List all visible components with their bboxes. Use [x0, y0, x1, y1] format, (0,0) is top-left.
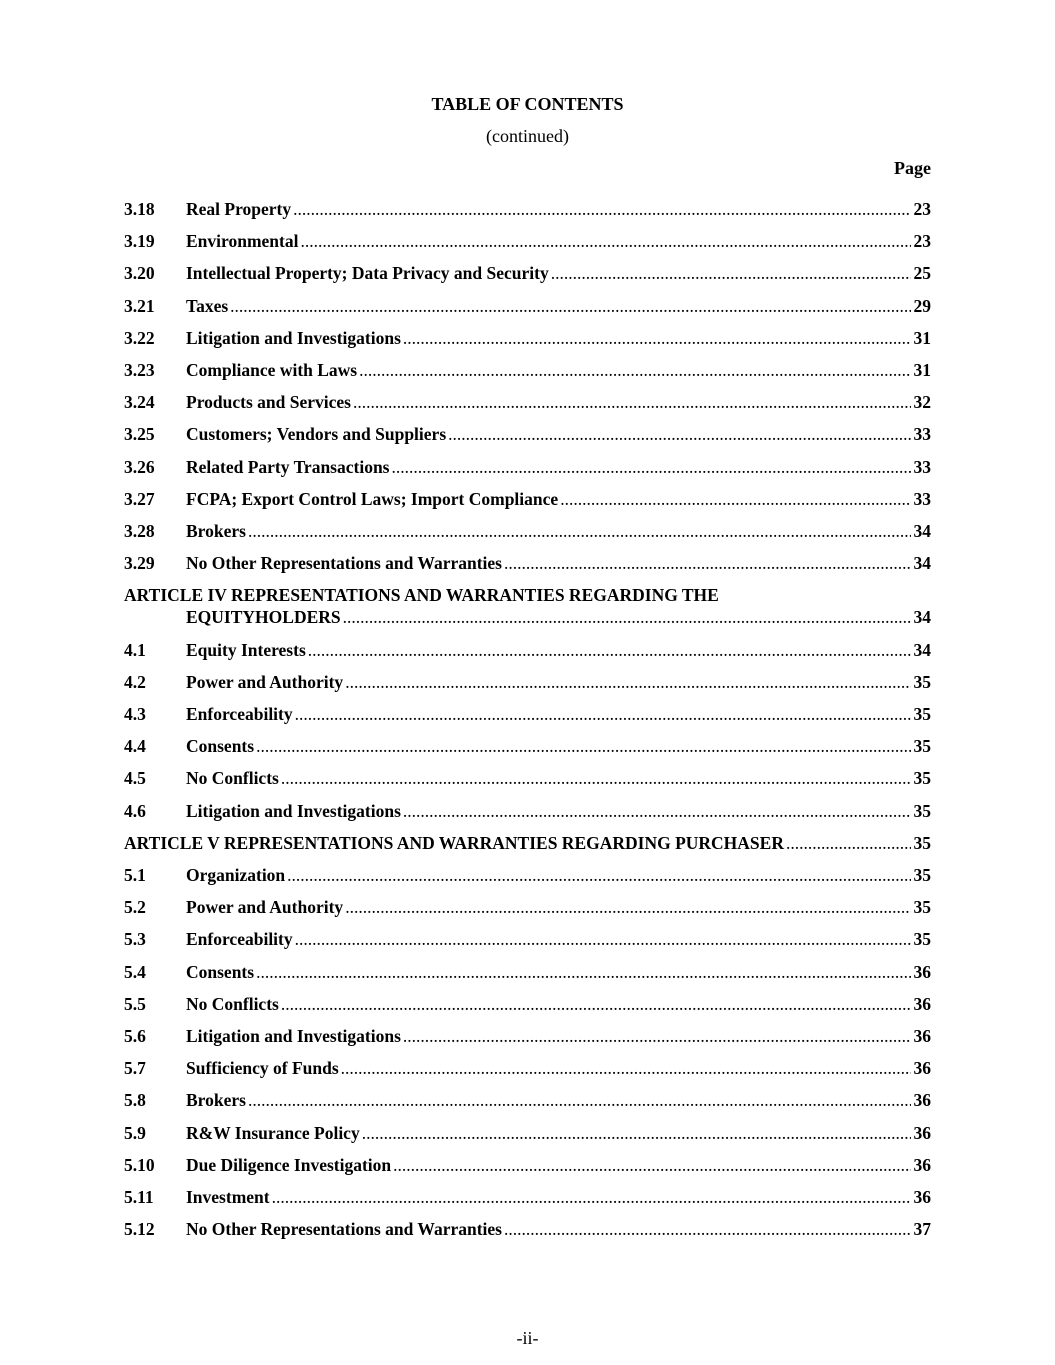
dot-leader: [341, 1057, 911, 1079]
toc-leader-line: [186, 520, 931, 542]
toc-entry-number: 3.18: [124, 199, 155, 219]
toc-entry-title: No Conflicts: [186, 994, 279, 1014]
toc-entry-s3-1[interactable]: [124, 230, 931, 252]
toc-entry-page: 33: [913, 489, 931, 509]
toc-leader-line: [186, 1218, 931, 1240]
toc-leader-line: [186, 230, 931, 252]
dot-leader: [300, 230, 910, 252]
toc-leader-line: [186, 864, 931, 886]
page-subtitle: (continued): [486, 126, 569, 146]
toc-entry-page: 34: [913, 521, 931, 541]
toc-entry-body: [186, 1218, 931, 1240]
toc-entry-page: 35: [913, 833, 931, 853]
toc-entry-body: [186, 327, 931, 349]
toc-entry-title: Organization: [186, 865, 286, 885]
toc-entry-s5-10[interactable]: [124, 1186, 931, 1208]
toc-entry-title: Sufficiency of Funds: [186, 1058, 339, 1078]
toc-entry-s5-3[interactable]: [124, 961, 931, 983]
toc-leader-line: [186, 1186, 931, 1208]
toc-entry-title: Litigation and Investigations: [186, 328, 401, 348]
toc-entry-s4-0[interactable]: [124, 639, 931, 661]
toc-entry-s5-11[interactable]: [124, 1218, 931, 1240]
toc-entry-s3-0[interactable]: [124, 198, 931, 220]
toc-entry-s4-5[interactable]: [124, 800, 931, 822]
toc-entry-number: 4.2: [124, 672, 146, 692]
dot-leader: [403, 327, 911, 349]
toc-leader-line: [186, 552, 931, 574]
toc-entry-page: 35: [913, 704, 931, 724]
toc-entry-title: No Conflicts: [186, 768, 279, 788]
dot-leader: [359, 359, 910, 381]
toc-entry-body: [186, 262, 931, 284]
toc-entry-title: No Other Representations and Warranties: [186, 1219, 502, 1239]
toc-entry-number: 4.5: [124, 768, 146, 788]
toc-entry-number: 5.5: [124, 994, 146, 1014]
toc-entry-number: 3.23: [124, 360, 155, 380]
toc-entry-s3-3[interactable]: [124, 295, 931, 317]
toc-entry-s4-4[interactable]: [124, 767, 931, 789]
toc-entry-s3-11[interactable]: [124, 552, 931, 574]
toc-entry-number: 5.2: [124, 897, 146, 917]
dot-leader: [272, 1186, 911, 1208]
toc-entry-page: 36: [913, 1026, 931, 1046]
toc-entry-title: Brokers: [186, 1090, 246, 1110]
toc-entry-page: 36: [913, 1058, 931, 1078]
dot-leader: [295, 703, 911, 725]
toc-entry-body: [186, 359, 931, 381]
dot-leader: [504, 552, 911, 574]
toc-entry-number: 5.11: [124, 1187, 154, 1207]
toc-entry-body: [186, 1122, 931, 1144]
toc-entry-page: 33: [913, 457, 931, 477]
toc-entry-body: [186, 230, 931, 252]
dot-leader: [345, 671, 910, 693]
toc-entry-body: [186, 1057, 931, 1079]
toc-entry-page: 36: [913, 1090, 931, 1110]
toc-leader-line: [186, 896, 931, 918]
toc-entry-page: 35: [913, 929, 931, 949]
toc-entry-s3-8[interactable]: [124, 456, 931, 478]
toc-entry-number: 3.20: [124, 263, 155, 283]
dot-leader: [504, 1218, 911, 1240]
toc-entry-body: [186, 735, 931, 757]
toc-entry-s3-5[interactable]: [124, 359, 931, 381]
toc-entry-s3-10[interactable]: [124, 520, 931, 542]
toc-entry-page: 35: [913, 736, 931, 756]
toc-leader-line: [186, 767, 931, 789]
toc-entry-body: [186, 391, 931, 413]
toc-entry-body: [186, 1154, 931, 1176]
toc-entry-page: 35: [913, 672, 931, 692]
dot-leader: [293, 198, 910, 220]
toc-entry-s3-6[interactable]: [124, 391, 931, 413]
toc-entry-s5-0[interactable]: [124, 864, 931, 886]
toc-entry-s5-9[interactable]: [124, 1154, 931, 1176]
toc-entry-number: 3.24: [124, 392, 155, 412]
toc-entry-number: 4.3: [124, 704, 146, 724]
dot-leader: [551, 262, 911, 284]
toc-leader-line: [186, 295, 931, 317]
toc-leader-line: [186, 928, 931, 950]
toc-entry-number: 4.1: [124, 640, 146, 660]
toc-entry-body: [186, 767, 931, 789]
toc-entry-body: [186, 552, 931, 574]
toc-entry-title: Related Party Transactions: [186, 457, 390, 477]
toc-entry-title: R&W Insurance Policy: [186, 1123, 360, 1143]
toc-entry-title: Power and Authority: [186, 672, 344, 692]
toc-leader-line: [186, 735, 931, 757]
toc-entry-number: 5.7: [124, 1058, 146, 1078]
toc-entry-title: Enforceability: [186, 929, 293, 949]
toc-entry-body: [186, 639, 931, 661]
dot-leader: [343, 606, 911, 628]
dot-leader: [287, 864, 910, 886]
toc-entry-page: 33: [913, 424, 931, 444]
toc-entry-body: [186, 864, 931, 886]
toc-entry-title: Intellectual Property; Data Privacy and Security: [186, 263, 549, 283]
toc-entry-title: Brokers: [186, 521, 246, 541]
toc-entry-body: [186, 896, 931, 918]
toc-entry-number: 3.27: [124, 489, 155, 509]
toc-entry-page: 34: [913, 640, 931, 660]
toc-entry-number: 5.3: [124, 929, 146, 949]
toc-entry-s4-1[interactable]: [124, 671, 931, 693]
toc-entry-body: [186, 1025, 931, 1047]
dot-leader: [392, 456, 911, 478]
toc-entry-number: 5.1: [124, 865, 146, 885]
toc-leader-line: [186, 423, 931, 445]
article-title: ARTICLE V REPRESENTATIONS AND WARRANTIES REGARDING PURCHASER: [124, 833, 784, 853]
toc-entry-body: [186, 993, 931, 1015]
toc-entry-page: 36: [913, 1123, 931, 1143]
toc-entry-title: Real Property: [186, 199, 292, 219]
dot-leader: [281, 767, 911, 789]
dot-leader: [786, 832, 911, 854]
page-number: -ii-: [516, 1328, 539, 1348]
toc-entry-page: 37: [913, 1219, 931, 1239]
toc-entry-page: 29: [913, 296, 931, 316]
toc-leader-line: [186, 359, 931, 381]
toc-entry-page: 23: [913, 231, 931, 251]
toc-entry-number: 3.28: [124, 521, 155, 541]
toc-entry-title: No Other Representations and Warranties: [186, 553, 502, 573]
toc-entry-number: 5.9: [124, 1123, 146, 1143]
toc-leader-line: [186, 1122, 931, 1144]
toc-leader-line: [186, 1025, 931, 1047]
toc-entry-number: 5.10: [124, 1155, 155, 1175]
toc-entry-title: FCPA; Export Control Laws; Import Compliance: [186, 489, 559, 509]
toc-entry-page: 32: [913, 392, 931, 412]
article-title: EQUITYHOLDERS: [186, 607, 341, 627]
toc-entry-title: Litigation and Investigations: [186, 1026, 401, 1046]
toc-entry-page: 31: [913, 360, 931, 380]
dot-leader: [248, 520, 911, 542]
toc-entry-page: 36: [913, 962, 931, 982]
dot-leader: [448, 423, 910, 445]
toc-entry-number: 3.22: [124, 328, 155, 348]
toc-entry-s3-9[interactable]: [124, 488, 931, 510]
toc-entry-body: [186, 800, 931, 822]
page-column-label: Page: [894, 158, 931, 178]
toc-entry-number: 5.8: [124, 1090, 146, 1110]
toc-entry-title: Power and Authority: [186, 897, 344, 917]
toc-entry-page: 35: [913, 897, 931, 917]
toc-entry-body: [186, 961, 931, 983]
toc-leader-line: [186, 961, 931, 983]
dot-leader: [256, 961, 910, 983]
toc-entry-article-iv[interactable]: [124, 606, 931, 628]
toc-entry-body: [186, 488, 931, 510]
toc-entry-body: [186, 295, 931, 317]
toc-entry-number: 3.19: [124, 231, 155, 251]
toc-leader-line: [186, 456, 931, 478]
toc-entry-number: 5.6: [124, 1026, 146, 1046]
toc-entry-title: Consents: [186, 736, 255, 756]
dot-leader: [281, 993, 911, 1015]
dot-leader: [256, 735, 910, 757]
toc-entry-title: Equity Interests: [186, 640, 306, 660]
toc-entry-number: 3.21: [124, 296, 155, 316]
toc-entry-title: Environmental: [186, 231, 299, 251]
dot-leader: [248, 1089, 911, 1111]
toc-entry-article-v-body: [124, 832, 931, 854]
dot-leader: [393, 1154, 910, 1176]
toc-entry-article-iv-body: [186, 606, 931, 628]
toc-leader-line: [186, 606, 931, 628]
toc-leader-line: [186, 1154, 931, 1176]
toc-entry-page: 34: [913, 553, 931, 573]
toc-entry-s5-2[interactable]: [124, 928, 931, 950]
toc-entry-article-v[interactable]: [124, 832, 931, 854]
toc-entry-title: Litigation and Investigations: [186, 801, 401, 821]
toc-entry-title: Consents: [186, 962, 255, 982]
toc-entry-page: 35: [913, 801, 931, 821]
toc-entry-page: 35: [913, 768, 931, 788]
toc-entry-s3-7[interactable]: [124, 423, 931, 445]
toc-leader-line: [186, 262, 931, 284]
toc-entry-s4-2[interactable]: [124, 703, 931, 725]
dot-leader: [345, 896, 910, 918]
toc-entry-title: Compliance with Laws: [186, 360, 358, 380]
toc-entry-s3-4[interactable]: [124, 327, 931, 349]
toc-entry-number: 3.25: [124, 424, 155, 444]
dot-leader: [403, 1025, 911, 1047]
toc-leader-line: [186, 1057, 931, 1079]
toc-leader-line: [186, 800, 931, 822]
toc-entry-body: [186, 456, 931, 478]
toc-entry-number: 3.29: [124, 553, 155, 573]
toc-leader-line: [186, 391, 931, 413]
dot-leader: [560, 488, 910, 510]
toc-entry-page: 36: [913, 994, 931, 1014]
dot-leader: [295, 928, 911, 950]
toc-entry-number: 5.12: [124, 1219, 155, 1239]
toc-leader-line: [186, 198, 931, 220]
dot-leader: [308, 639, 911, 661]
toc-entry-title: Products and Services: [186, 392, 351, 412]
toc-entry-s5-6[interactable]: [124, 1057, 931, 1079]
toc-entry-number: 3.26: [124, 457, 155, 477]
toc-entry-s4-3[interactable]: [124, 735, 931, 757]
toc-leader-line: [186, 327, 931, 349]
toc-entry-s5-5[interactable]: [124, 1025, 931, 1047]
dot-leader: [362, 1122, 911, 1144]
toc-leader-line: [186, 671, 931, 693]
page-title: TABLE OF CONTENTS: [431, 94, 624, 114]
toc-entry-s5-7[interactable]: [124, 1089, 931, 1111]
toc-entry-s5-8[interactable]: [124, 1122, 931, 1144]
toc-entry-page: 25: [913, 263, 931, 283]
toc-leader-line: [186, 488, 931, 510]
toc-leader-line: [124, 832, 931, 854]
toc-entry-number: 4.4: [124, 736, 146, 756]
toc-leader-line: [186, 1089, 931, 1111]
toc-leader-line: [186, 993, 931, 1015]
toc-entry-body: [186, 1186, 931, 1208]
toc-entry-page: 31: [913, 328, 931, 348]
toc-entry-title: Taxes: [186, 296, 229, 316]
article-iv-heading: ARTICLE IV REPRESENTATIONS AND WARRANTIES REGARDING THE: [124, 585, 719, 605]
dot-leader: [353, 391, 911, 413]
dot-leader: [230, 295, 910, 317]
toc-leader-line: [186, 639, 931, 661]
toc-entry-page: 34: [913, 607, 931, 627]
toc-entry-body: [186, 671, 931, 693]
toc-entry-title: Customers; Vendors and Suppliers: [186, 424, 447, 444]
toc-entry-title: Due Diligence Investigation: [186, 1155, 392, 1175]
dot-leader: [403, 800, 911, 822]
toc-entry-page: 36: [913, 1155, 931, 1175]
toc-entry-s5-4[interactable]: [124, 993, 931, 1015]
toc-entry-body: [186, 520, 931, 542]
toc-entry-body: [186, 198, 931, 220]
toc-entry-s5-1[interactable]: [124, 896, 931, 918]
toc-entry-body: [186, 423, 931, 445]
toc-entry-page: 23: [913, 199, 931, 219]
toc-leader-line: [186, 703, 931, 725]
toc-entry-title: Enforceability: [186, 704, 293, 724]
toc-entry-title: Investment: [186, 1187, 270, 1207]
toc-entry-page: 35: [913, 865, 931, 885]
toc-entry-s3-2[interactable]: [124, 262, 931, 284]
toc-entry-page: 36: [913, 1187, 931, 1207]
toc-entry-number: 4.6: [124, 801, 146, 821]
toc-entry-body: [186, 703, 931, 725]
toc-entry-number: 5.4: [124, 962, 146, 982]
toc-entry-body: [186, 1089, 931, 1111]
toc-entry-body: [186, 928, 931, 950]
